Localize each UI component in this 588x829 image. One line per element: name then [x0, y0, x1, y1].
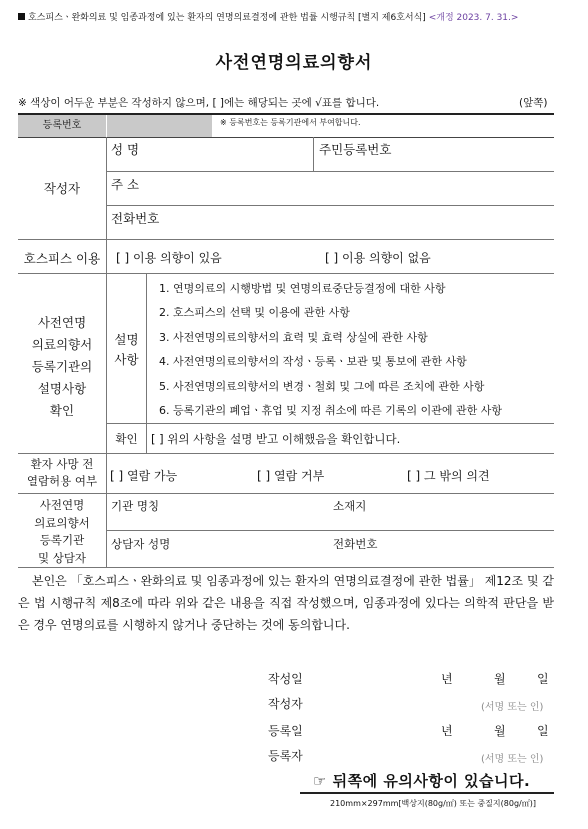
address-label: 주 소 [111, 177, 140, 192]
day-label: 일 [537, 672, 549, 686]
registrar-label: 등록자 [268, 749, 303, 763]
revision-date: <개정 2023. 7. 31.> [428, 13, 519, 23]
form-header [18, 10, 518, 23]
viewing-allow-checkbox[interactable]: [ ] 열람 가능 [110, 469, 178, 483]
registration-number-label: 등록번호 [18, 115, 106, 137]
divider [107, 530, 554, 531]
column-divider [313, 137, 314, 171]
agency-location-label: 소재지 [333, 499, 367, 513]
registered-date-label: 등록일 [268, 724, 303, 738]
viewing-deny-checkbox[interactable]: [ ] 열람 거부 [257, 469, 325, 483]
day-label: 일 [537, 724, 549, 738]
divider [18, 239, 554, 240]
label-line: 사전연명 [39, 498, 85, 512]
label-line: 설명 [114, 332, 139, 347]
divider [18, 273, 554, 274]
hospice-yes-checkbox[interactable]: [ ] 이용 의향이 있음 [116, 251, 222, 265]
bottom-rule [300, 792, 554, 794]
author-section-label: 작성자 [43, 181, 81, 196]
explanation-item: 1. 연명의료의 시행방법 및 연명의료중단등결정에 대한 사항 [159, 282, 446, 295]
label-line: 확인 [49, 403, 75, 418]
paper-spec: 210mm×297mm[백상지(80g/㎡) 또는 중질지(80g/㎡)] [330, 799, 536, 808]
phone-label: 전화번호 [111, 211, 160, 226]
counselor-name-label: 상담자 성명 [111, 537, 171, 551]
column-divider [146, 273, 147, 453]
explanation-item: 4. 사전연명의료의향서의 작성ㆍ등록ㆍ보관 및 통보에 관한 사항 [159, 355, 467, 368]
written-date-label: 작성일 [268, 672, 303, 686]
year-label: 년 [441, 672, 453, 686]
label-line: 등록기관의 [31, 359, 93, 374]
year-label: 년 [441, 724, 453, 738]
writer-label: 작성자 [268, 697, 303, 711]
author-name-label: 성 명 [111, 142, 140, 157]
explanation-item: 6. 등록기관의 폐업ㆍ휴업 및 지정 취소에 따른 기록의 이관에 관한 사항 [159, 404, 502, 417]
label-line: 사전연명 [37, 315, 87, 330]
registration-number-field [107, 115, 212, 137]
explanation-section-label [18, 312, 106, 422]
explanation-item: 3. 사전연명의료의향서의 효력 및 효력 상실에 관한 사항 [159, 331, 428, 344]
explanation-item: 2. 호스피스의 선택 및 이용에 관한 사항 [159, 306, 350, 319]
confirm-label: 확인 [115, 432, 138, 446]
agency-label [18, 497, 106, 567]
divider [107, 171, 554, 172]
label-line: 및 상담자 [37, 550, 87, 565]
divider [107, 423, 554, 424]
page-title: 사전연명의료의향서 [215, 53, 373, 73]
divider [107, 205, 554, 206]
label-line: 의료의향서 [31, 337, 93, 352]
explanation-sub-label [107, 330, 146, 370]
label-line: 의료의향서 [34, 515, 90, 530]
registration-note: ※ 등록번호는 등록기관에서 부여합니다. [220, 118, 361, 127]
consent-statement: 본인은 「호스피스ㆍ완화의료 및 임종과정에 있는 환자의 연명의료결정에 관한 법률」 제12조 및 같은 법 시행규칙 제8조에 따라 위와 같은 내용을 직접 작성했으며, 임종과정에 있다는 의학적 판단을 받은 경우 연명의료를 시행하지 않거나 중단하는 것에 동의합니다. [18, 574, 554, 632]
instruction-note: ※ 색상이 어두운 부분은 작성하지 않으며, [ ]에는 해당되는 곳에 √표를 합니다. [18, 97, 380, 109]
divider [18, 453, 554, 454]
back-side-note: ☞ 뒤쪽에 유의사항이 있습니다. [313, 772, 531, 790]
resident-number-label: 주민등록번호 [319, 142, 392, 157]
label-line: 열람허용 여부 [26, 474, 98, 488]
label-line: 사항 [114, 352, 139, 367]
divider [18, 493, 554, 494]
viewing-other-checkbox[interactable]: [ ] 그 밖의 의견 [407, 469, 490, 483]
agency-phone-label: 전화번호 [333, 537, 378, 551]
month-label: 월 [494, 724, 506, 738]
confirm-checkbox[interactable]: [ ] 위의 사항을 설명 받고 이해했음을 확인합니다. [151, 432, 401, 446]
hospice-label: 호스피스 이용 [23, 251, 101, 266]
form-legal-basis: 호스피스ㆍ완화의료 및 임종과정에 있는 환자의 연명의료결정에 관한 법률 시행규칙 [별지 제6호서식] [28, 13, 426, 23]
label-line: 등록기관 [39, 533, 85, 547]
month-label: 월 [494, 672, 506, 686]
writer-sign-note: (서명 또는 인) [481, 702, 544, 713]
hospice-no-checkbox[interactable]: [ ] 이용 의향이 없음 [325, 251, 431, 265]
agency-name-label: 기관 명칭 [111, 499, 160, 513]
divider [18, 567, 554, 568]
divider [18, 137, 554, 138]
label-line: 설명사항 [37, 381, 87, 396]
square-bullet-icon [18, 13, 25, 20]
viewing-label [18, 456, 106, 490]
explanation-item: 5. 사전연명의료의향서의 변경ㆍ철회 및 그에 따른 조치에 관한 사항 [159, 380, 485, 393]
registrar-sign-note: (서명 또는 인) [481, 754, 544, 765]
front-side-label: (앞쪽) [519, 97, 548, 109]
label-line: 환자 사망 전 [30, 457, 94, 471]
